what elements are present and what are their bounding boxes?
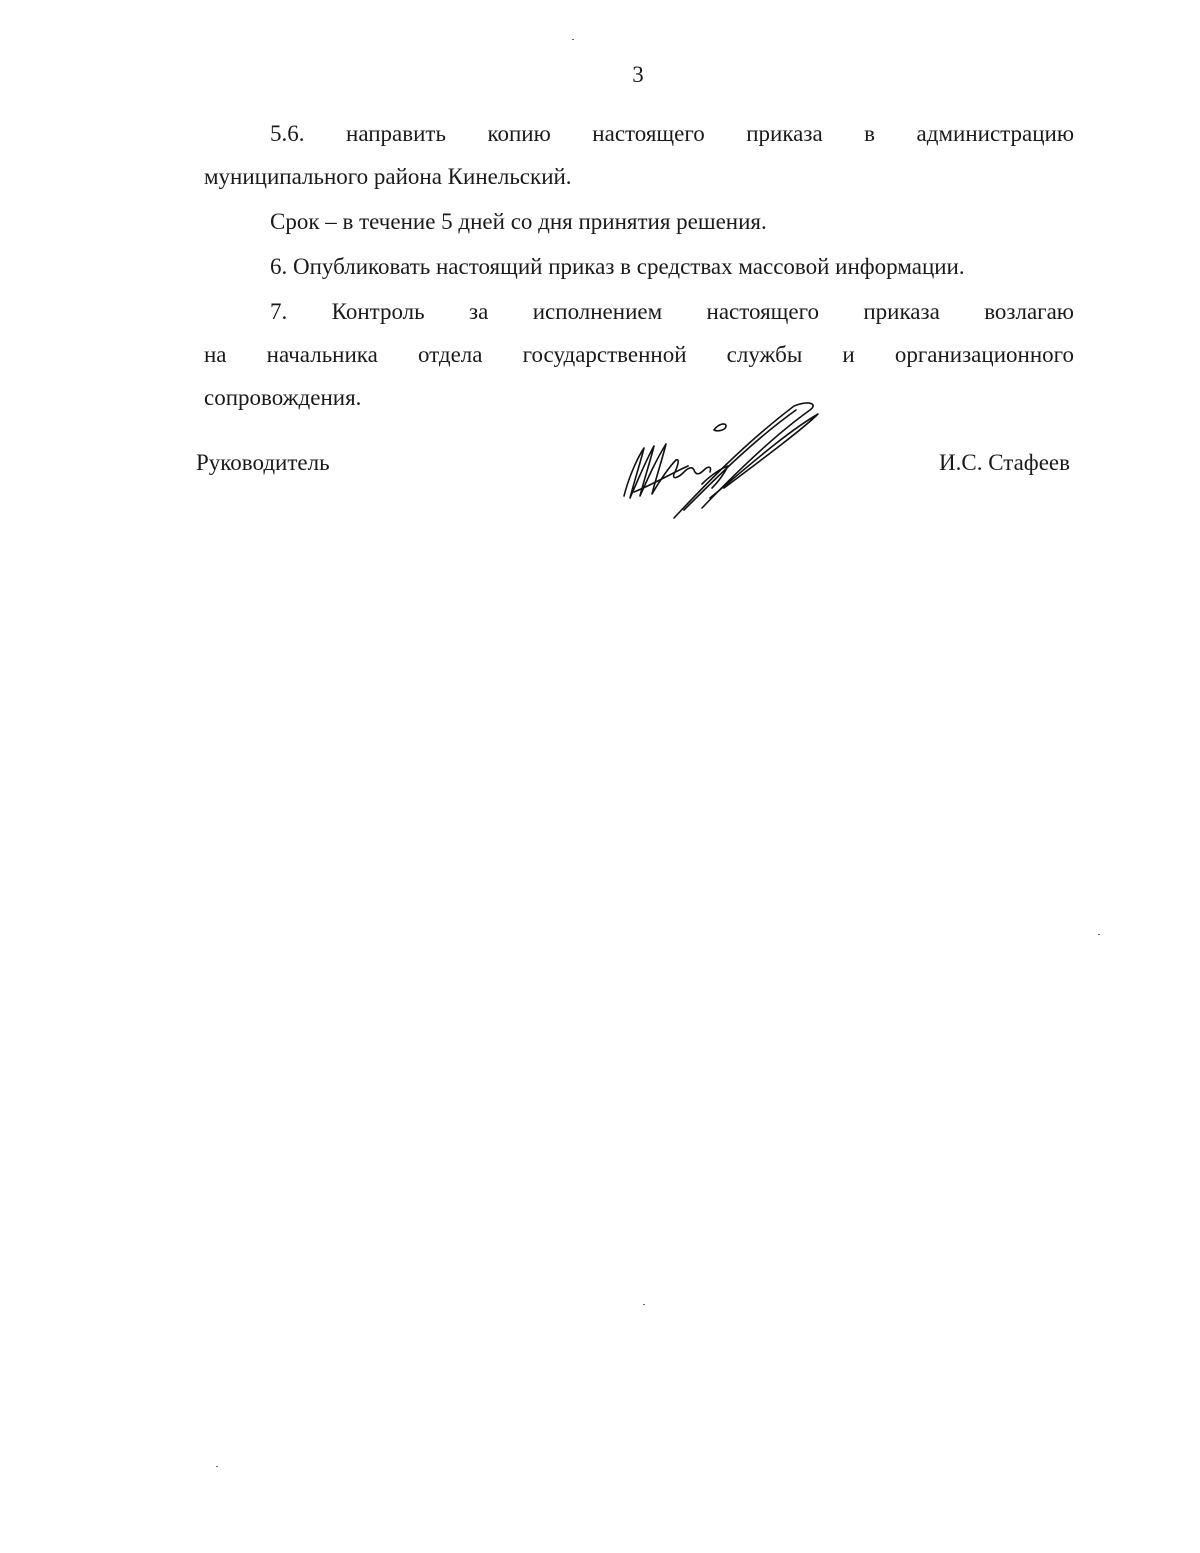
paragraph-line: сопровождения. [204,385,362,410]
scan-speck [643,1304,645,1305]
signatory-position: Руководитель [196,450,330,475]
signatory-name: И.С. Стафеев [939,450,1070,475]
paragraph-line: Срок – в течение 5 дней со дня принятия решения. [270,209,767,234]
paragraph-line: 6. Опубликовать настоящий приказ в средствах массовой информации. [270,254,965,279]
paragraph-line: 7. Контроль за исполнением настоящего приказа возлагаю [270,299,1074,324]
scan-speck [1098,934,1100,935]
paragraph-line: на начальника отдела государственной службы и организационного [204,342,1074,367]
paragraph-line: 5.6. направить копию настоящего приказа в администрацию [270,121,1074,146]
paragraph-deadline [204,200,1074,243]
paragraph-5-6 [204,112,1074,198]
scan-speck [216,1466,218,1467]
page-number: 3 [632,62,644,87]
paragraph-6 [204,245,1074,288]
scan-speck [572,39,574,40]
handwritten-signature [614,400,824,520]
signature-block [196,450,1070,530]
paragraph-line: муниципального района Кинельский. [204,164,572,189]
document-body [204,112,1074,419]
